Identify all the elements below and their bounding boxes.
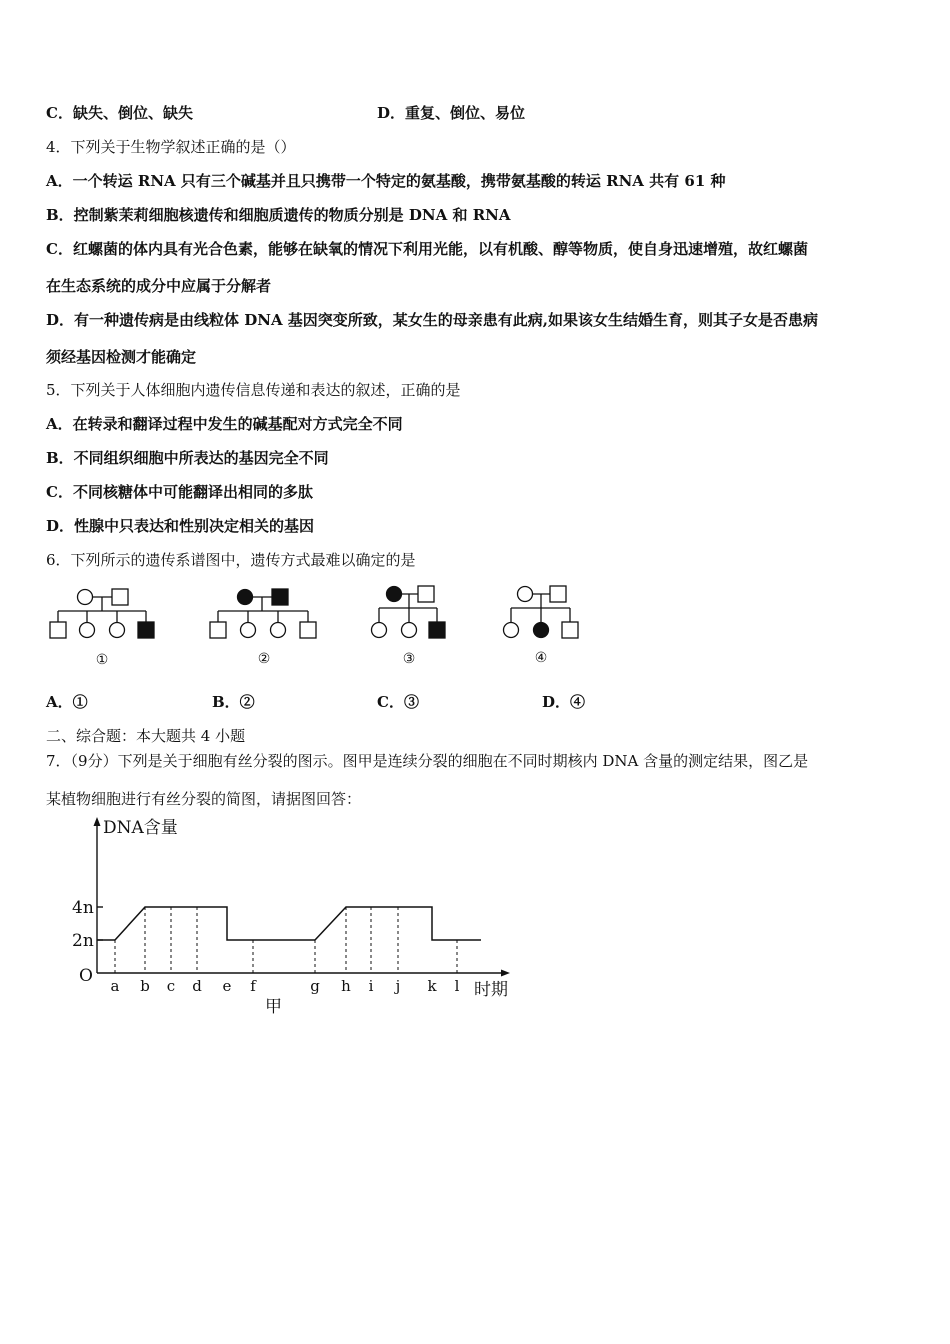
q5-option-c: C．不同核糖体中可能翻译出相同的多肽 <box>46 483 313 501</box>
q6-stem: 6．下列所示的遗传系谱图中，遗传方式最难以确定的是 <box>46 551 416 569</box>
dna-content-line <box>97 907 481 940</box>
q4-option-b: B．控制紫茉莉细胞核遗传和细胞质遗传的物质分别是 DNA 和 RNA <box>46 206 511 224</box>
q5-stem: 5．下列关于人体细胞内遗传信息传递和表达的叙述，正确的是 <box>46 381 461 399</box>
q4-stem: 4．下列关于生物学叙述正确的是（） <box>46 138 296 156</box>
q4-option-a: A．一个转运 RNA 只有三个碱基并且只携带一个特定的氨基酸，携带氨基酸的转运 RNA 共有 61 种 <box>46 172 726 190</box>
pedigree-1 <box>50 589 154 638</box>
x-axis-arrow <box>501 970 510 977</box>
x-tick-label-f: f <box>250 977 256 995</box>
q6-option-a: A．① <box>46 693 88 711</box>
chart-caption: 甲 <box>265 997 282 1017</box>
y-axis-arrow <box>94 817 101 826</box>
x-tick-label-h: h <box>341 977 351 995</box>
y-tick-label-2n: 2n <box>72 931 94 951</box>
x-tick-label-l: l <box>454 977 460 995</box>
x-tick-label-j: j <box>395 977 401 995</box>
x-tick-label-d: d <box>192 977 202 995</box>
q7-stem-line2: 某植物细胞进行有丝分裂的简图，请据图回答： <box>46 790 362 808</box>
q6-option-b: B．② <box>212 693 255 711</box>
x-tick-label-i: i <box>368 977 374 995</box>
q5-option-a: A．在转录和翻译过程中发生的碱基配对方式完全不同 <box>46 415 403 433</box>
pedigree-3 <box>372 586 446 638</box>
pedigree-2 <box>210 589 316 638</box>
section-2-heading: 二、综合题：本大题共 4 小题 <box>46 727 246 745</box>
q3-option-c: C．缺失、倒位、缺失 <box>46 104 193 122</box>
pedigree-label-1: ① <box>95 652 109 668</box>
q6-option-c: C．③ <box>377 693 419 711</box>
y-tick-label-4n: 4n <box>72 898 94 918</box>
q4-option-c-line2: 在生态系统的成分中应属于分解者 <box>46 277 272 295</box>
q5-option-d: D．性腺中只表达和性别决定相关的基因 <box>46 517 315 535</box>
x-tick-label-g: g <box>310 977 320 995</box>
origin-label: O <box>79 966 93 986</box>
x-tick-label-e: e <box>222 977 232 995</box>
q6-option-d: D．④ <box>542 693 586 711</box>
pedigree-diagrams <box>40 580 600 670</box>
dna-content-chart <box>70 815 540 1015</box>
y-axis-label: DNA含量 <box>103 818 178 838</box>
q5-option-b: B．不同组织细胞中所表达的基因完全不同 <box>46 449 329 467</box>
q4-option-d-line2: 须经基因检测才能确定 <box>46 348 197 366</box>
x-tick-label-a: a <box>110 977 120 995</box>
x-tick-label-b: b <box>140 977 150 995</box>
q4-option-d-line1: D．有一种遗传病是由线粒体 DNA 基因突变所致，某女生的母亲患有此病,如果该女生结婚生育，则其子女是否患病 <box>46 311 819 329</box>
pedigree-label-4: ④ <box>534 650 548 666</box>
q4-option-c-line1: C．红螺菌的体内具有光合色素，能够在缺氧的情况下利用光能，以有机酸、醇等物质，使自身迅速增殖，故红螺菌 <box>46 240 808 258</box>
q3-option-d: D．重复、倒位、易位 <box>377 104 526 122</box>
x-tick-label-c: c <box>166 977 176 995</box>
pedigree-label-2: ② <box>257 651 271 667</box>
pedigree-label-3: ③ <box>402 651 416 667</box>
x-tick-label-k: k <box>427 977 437 995</box>
pedigree-4 <box>504 586 579 638</box>
q7-stem-line1: 7．（9分）下列是关于细胞有丝分裂的图示。图甲是连续分裂的细胞在不同时期核内 DNA 含量的测定结果，图乙是 <box>46 752 809 770</box>
x-axis-label: 时期 <box>474 980 508 1000</box>
